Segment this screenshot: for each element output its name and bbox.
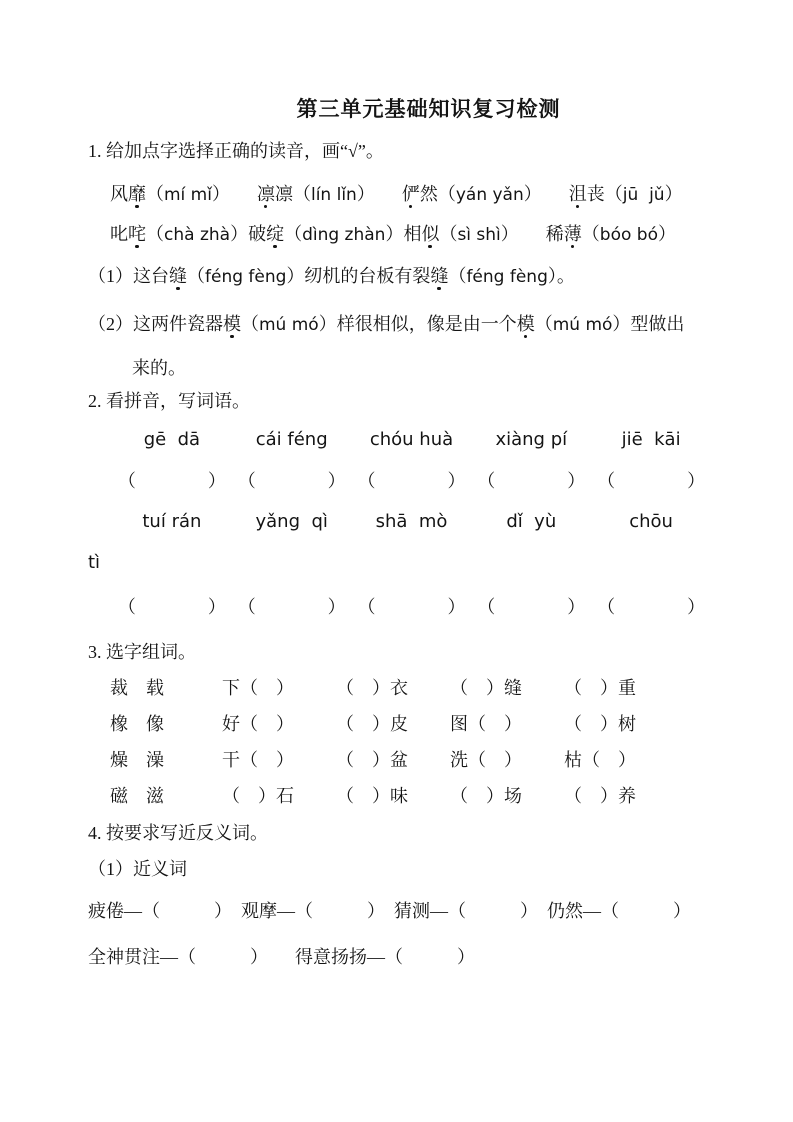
text-segment: ）。: [547, 266, 575, 286]
q2-pinyin-row-1: [88, 427, 711, 453]
text-segment: 凛: [274, 184, 293, 204]
pinyin-text: sì shì: [457, 225, 501, 245]
text-segment: （1）这台: [88, 266, 169, 286]
answer-blank: （ ）: [357, 471, 466, 491]
dotted-character: 模: [516, 314, 535, 334]
dotted-character: 薄: [563, 224, 582, 244]
pinyin-text: lín lǐn: [310, 185, 357, 205]
q3-heading: 3. 选字组词。: [88, 642, 196, 662]
pinyin-text: féng fèng: [466, 267, 548, 287]
text-segment: （: [581, 224, 600, 244]
pinyin-text: mú mó: [259, 315, 319, 335]
text-segment: （: [146, 224, 164, 244]
q4-synonyms-row-1: 疲倦—（ ） 观摩—（ ） 猜测—（ ） 仍然—（ ）: [88, 901, 691, 921]
text-segment: ）纫机的台板有裂: [286, 266, 431, 286]
text-segment: ）型做出: [612, 314, 685, 334]
pinyin-text: yán yǎn: [455, 185, 524, 205]
pinyin-text: mú mó: [552, 315, 613, 335]
dotted-character: 缝: [430, 266, 449, 286]
text-segment: （: [604, 184, 623, 204]
q1-heading: 1. 给加点字选择正确的读音，画“√”。: [88, 141, 384, 161]
q2-pinyin-word: jiē kāi: [621, 429, 681, 450]
text-segment: ）: [356, 184, 402, 204]
section-q1: [88, 138, 711, 381]
pinyin-text: chà zhà: [164, 225, 231, 245]
text-segment: 风: [110, 184, 128, 204]
answer-blank: （ ）: [237, 597, 346, 617]
section-q2: [88, 388, 711, 620]
answer-blank: （ ）: [477, 597, 586, 617]
q3-blank-item: （ ）石: [222, 786, 294, 806]
text-segment: （: [284, 224, 303, 244]
q3-blank-item: （ ）缝: [450, 678, 522, 698]
q4-synonyms-row-2: 全神贯注—（ ） 得意扬扬—（ ）: [88, 947, 475, 967]
q2-pinyin-word: cái féng: [255, 429, 328, 450]
dotted-character: 靡: [128, 184, 146, 204]
text-segment: ）: [523, 184, 569, 204]
text-segment: ）: [657, 224, 676, 244]
pinyin-text: mí mǐ: [164, 185, 212, 205]
dotted-character: 缝: [169, 266, 187, 286]
text-segment: ）样很相似，像是由一个: [318, 314, 517, 334]
q3-blank-item: （ ）重: [564, 678, 636, 698]
q3-choice-characters: 裁 载: [110, 678, 164, 698]
q2-pinyin-word: gē dā: [143, 429, 201, 450]
text-segment: （: [241, 314, 259, 334]
q3-row-1: [88, 675, 711, 701]
answer-blank: （ ）: [237, 471, 346, 491]
text-segment: ）: [230, 224, 249, 244]
q2-answer-blanks-row-2: [88, 594, 711, 620]
page-title: 第三单元基础知识复习检测: [296, 97, 561, 121]
text-segment: （: [292, 184, 311, 204]
pinyin-text: bóo bó: [599, 225, 658, 245]
answer-blank: （ ）: [477, 471, 586, 491]
q3-blank-item: （ ）味: [336, 786, 408, 806]
q1-sentence-2: [88, 311, 711, 338]
q2-pinyin-word: chōu: [629, 511, 673, 532]
q3-blank-item: 干（ ）: [222, 750, 294, 770]
section-q3: [88, 639, 711, 809]
q3-choice-characters: 磁 滋: [110, 786, 164, 806]
text-segment: ）: [211, 184, 257, 204]
q2-pinyin-word: chóu huà: [369, 429, 454, 450]
pinyin-text: dìng zhàn: [302, 225, 386, 245]
text-segment: （2）这两件瓷器: [88, 314, 223, 334]
q3-blank-item: 下（ ）: [222, 678, 294, 698]
text-segment: ）: [664, 184, 683, 204]
answer-blank: （ ）: [597, 597, 706, 617]
q3-blank-item: （ ）树: [564, 714, 636, 734]
text-segment: 叱: [110, 224, 128, 244]
dotted-character: 模: [223, 314, 241, 334]
q3-blank-item: 好（ ）: [222, 714, 294, 734]
q3-blank-item: （ ）衣: [336, 678, 408, 698]
q3-blank-item: 枯（ ）: [564, 750, 636, 770]
q3-blank-item: 洗（ ）: [450, 750, 522, 770]
text-segment: （: [534, 314, 553, 334]
text-segment: （: [187, 266, 205, 286]
pinyin-text: féng fèng: [205, 267, 287, 287]
q3-blank-item: （ ）皮: [336, 714, 408, 734]
text-segment: 然: [419, 184, 438, 204]
answer-blank: （ ）: [117, 471, 226, 491]
text-segment: （: [439, 224, 458, 244]
text-segment: ）: [385, 224, 404, 244]
q4-heading: 4. 按要求写近反义词。: [88, 823, 268, 843]
q1-sentence-1: [88, 263, 711, 290]
q3-blank-item: （ ）盆: [336, 750, 408, 770]
q2-pinyin-wrapped-syllable: tì: [88, 552, 101, 573]
q1-sentence-2-continuation: 来的。: [132, 358, 186, 378]
text-segment: ）: [500, 224, 546, 244]
answer-blank: （ ）: [117, 597, 226, 617]
dotted-character: 俨: [401, 184, 420, 204]
text-segment: 破: [248, 224, 267, 244]
text-segment: （: [437, 184, 456, 204]
q4-sub-heading: （1）近义词: [88, 859, 187, 879]
q3-blank-item: （ ）场: [450, 786, 522, 806]
q3-choice-characters: 橡 像: [110, 714, 164, 734]
q1-words-row2: [88, 221, 711, 248]
answer-blank: （ ）: [597, 471, 706, 491]
text-segment: （: [448, 266, 467, 286]
dotted-character: 凛: [256, 184, 275, 204]
q3-row-4: [88, 783, 711, 809]
q2-pinyin-row-2: [88, 509, 711, 535]
text-segment: 丧: [586, 184, 605, 204]
q3-row-2: [88, 711, 711, 737]
q2-pinyin-word: tuí rán: [142, 511, 202, 532]
dotted-character: 绽: [266, 224, 285, 244]
dotted-character: 咤: [128, 224, 146, 244]
q3-row-3: [88, 747, 711, 773]
pinyin-text: jū jǔ: [622, 185, 665, 205]
q3-blank-item: （ ）养: [564, 786, 636, 806]
q2-answer-blanks-row-1: [88, 468, 711, 494]
answer-blank: （ ）: [357, 597, 466, 617]
dotted-character: 似: [421, 224, 440, 244]
q2-heading: 2. 看拼音，写词语。: [88, 391, 250, 411]
q2-pinyin-word: shā mò: [375, 511, 448, 532]
q2-pinyin-word: xiàng pí: [495, 429, 568, 450]
text-segment: 相: [403, 224, 422, 244]
q2-pinyin-word: dǐ yù: [506, 511, 557, 532]
q3-choice-characters: 燥 澡: [110, 750, 164, 770]
q1-words-row1: [88, 181, 711, 208]
q2-pinyin-word: yǎng qì: [255, 511, 328, 532]
text-segment: 稀: [545, 224, 564, 244]
dotted-character: 沮: [568, 184, 587, 204]
section-q4: [88, 820, 711, 970]
q3-blank-item: 图（ ）: [450, 714, 522, 734]
text-segment: （: [146, 184, 164, 204]
